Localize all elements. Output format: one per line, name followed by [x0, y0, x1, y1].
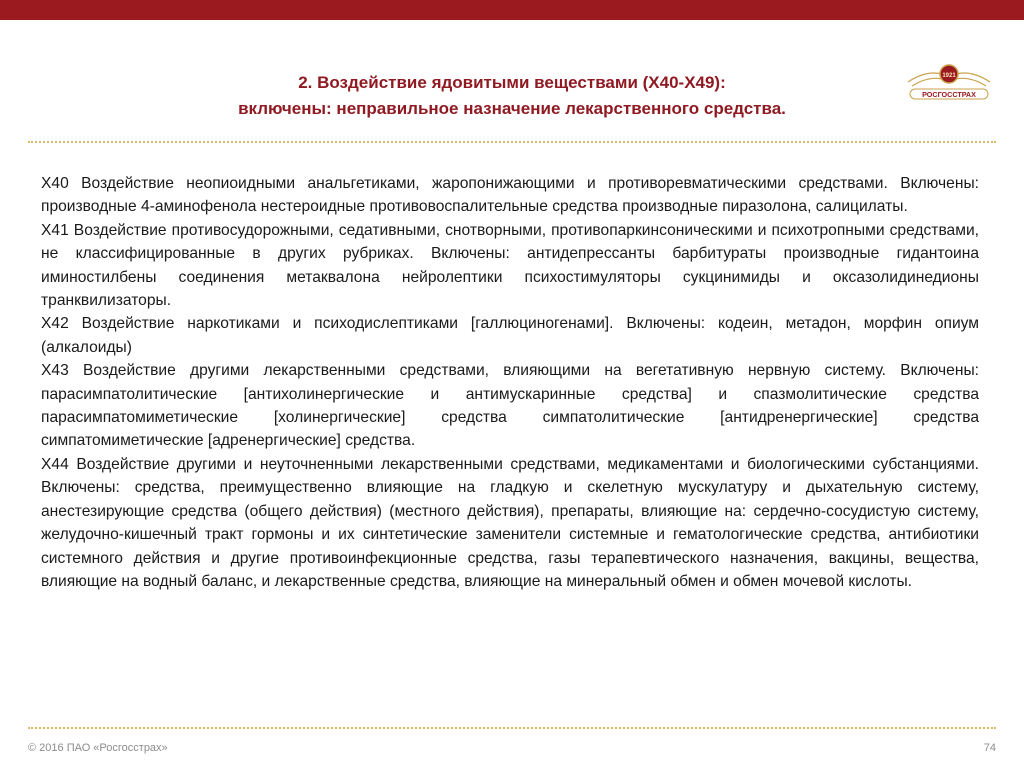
code-x41-paragraph: X41 Воздействие противосудорожными, седативными, снотворными, противопаркинсоническими и психотропными средствами, не классифицированные в других рубриках. Включены: антидепрессанты барбитураты производные гидантоина иминостилбены соединения метаквалона нейролептики психостимуляторы сукцинимиды и оксазолидинедионы транквилизаторы. [41, 221, 979, 310]
logo-badge: 1921 [942, 73, 956, 79]
slide-title [0, 70, 1024, 122]
footer-copyright: © 2016 ПАО «Росгосстрах» [28, 742, 168, 754]
code-x40-paragraph: X40 Воздействие неопиоидными анальгетиками, жаропонижающими и противоревматическими средствами. Включены: производные 4-аминофенола нестероидные противовоспалительные средства производные пиразолона, салицилаты. [41, 175, 979, 216]
code-x44-paragraph: X44 Воздействие другими и неуточненными лекарственными средствами, медикаментами и биологическими субстанциями. Включены: средства, преимущественно влияющие на гладкую и скелетную мускулатуру и дыхательную систему, анестезирующие средства (общего действия) (местного действия), препараты, влияющие на: сердечно-сосудистую систему, желудочно-кишечный тракт гормоны и их синтетические заменители системные и гематологические средства, антибиотики системного действия и другие противоинфекционные средства, газы терапевтического назначения, вакцины, вещества, влияющие на водный баланс, и лекарственные средства, влияющие на минеральный обмен и обмен мочевой кислоты. [41, 455, 979, 590]
page-number: 74 [983, 742, 996, 754]
logo-text: РОСГОССТРАХ [922, 90, 976, 99]
top-brand-bar [0, 0, 1024, 20]
divider-bottom [28, 727, 996, 729]
divider-top [28, 141, 996, 143]
slide-body [41, 172, 979, 593]
slide-title-line-1: 2. Воздействие ядовитыми веществами (X40-X49): [298, 73, 726, 92]
code-x42-paragraph: X42 Воздействие наркотиками и психодислептиками [галлюциногенами]. Включены: кодеин, метадон, морфин опиум (алкалоиды) [41, 315, 979, 356]
code-x43-paragraph: X43 Воздействие другими лекарственными средствами, влияющими на вегетативную нервную систему. Включены: парасимпатолитические [антихолинергические и антимускаринные средства] и спазмолитические средства парасимпатомиметические [холинергические] средства симпатолитические [антидренергические] средства симпатомиметические [адренергические] средства. [41, 362, 979, 450]
rosgosstrakh-logo [904, 56, 994, 106]
slide-title-line-2: включены: неправильное назначение лекарственного средства. [238, 99, 786, 118]
